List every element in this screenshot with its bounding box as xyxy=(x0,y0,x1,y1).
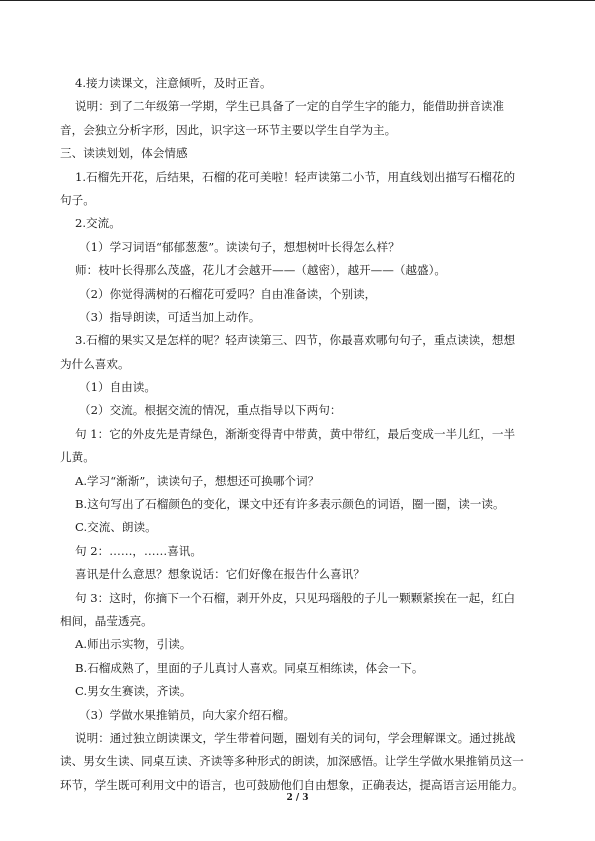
text-line: A.学习“渐渐”，读读句子，想想还可换哪个词？ xyxy=(75,473,320,488)
text-line: 句 1：它的外皮先是青绿色，渐渐变得青中带黄，黄中带红，最后变成一半儿红，一半 xyxy=(75,426,516,441)
text-line: 4.接力读课文，注意倾听，及时正音。 xyxy=(75,76,272,90)
text-line: 儿黄。 xyxy=(60,450,95,465)
text-line: B.这句写出了石榴颜色的变化，课文中还有许多表示颜色的词语，圈一圈，读一读。 xyxy=(75,497,505,512)
text-line: 3.石榴的果实又是怎样的呢？轻声读第三、四节，你最喜欢哪句句子，重点读读，想想 xyxy=(75,333,516,348)
text-line: 为什么喜欢。 xyxy=(60,356,130,371)
text-line: 1.石榴先开花，后结果，石榴的花可美啦！轻声读第二小节，用直线划出描写石榴花的 xyxy=(75,169,516,184)
text-line: 三、读读划划，体会情感 xyxy=(60,146,188,161)
text-line: 句子。 xyxy=(60,192,95,207)
text-line: 说明：到了二年级第一学期，学生已具备了一定的自学生字的能力，能借助拼音读准 xyxy=(75,99,504,114)
text-line: 环节，学生既可利用文中的语言，也可鼓励他们自由想象，正确表达，提高语言运用能力。 xyxy=(60,777,524,792)
text-line: 音，会独立分析字形，因此，识字这一环节主要以学生自学为主。 xyxy=(60,122,397,137)
text-line: （3）指导朗读，可适当加上动作。 xyxy=(79,309,261,324)
text-line: 说明：通过独立朗读课文，学生带着问题，圈划有关的词句，学会理解课文。通过挑战 xyxy=(75,730,516,745)
text-line: （1）自由读。 xyxy=(79,380,156,395)
text-line: （3）学做水果推销员，向大家介绍石榴。 xyxy=(79,707,296,722)
text-line: 读、男女生读、同桌互读、齐读等多种形式的朗读，加深感悟。让学生学做水果推销员这一 xyxy=(60,754,524,769)
text-line: C.男女生赛读，齐读。 xyxy=(75,684,192,699)
text-line: 句 2：……，……喜讯。 xyxy=(75,543,202,558)
text-line: （1）学习词语“郁郁葱葱”。读读句子，想想树叶长得怎么样？ xyxy=(79,239,400,254)
text-line: 喜讯是什么意思？想象说话：它们好像在报告什么喜讯？ xyxy=(75,567,365,582)
text-line: （2）交流。根据交流的情况，重点指导以下两句： xyxy=(79,403,342,418)
header-rule xyxy=(0,0,595,1)
text-line: 2.交流。 xyxy=(75,216,121,231)
text-line: 句 3：这时，你摘下一个石榴，剥开外皮，只见玛瑙般的子儿一颗颗紧挨在一起，红白 xyxy=(75,590,516,605)
text-line: 师：枝叶长得那么茂盛，花儿才会越开——（越密），越开——（越盛）。 xyxy=(75,263,446,278)
document-body xyxy=(60,72,538,797)
text-line: C.交流、朗读。 xyxy=(75,520,157,535)
text-line: 相间，晶莹透亮。 xyxy=(60,613,153,628)
text-line: A.师出示实物，引读。 xyxy=(75,637,192,652)
text-line: B.石榴成熟了，里面的子儿真讨人喜欢。同桌互相练读，体会一下。 xyxy=(75,660,424,675)
text-line: （2）你觉得满树的石榴花可爱吗？自由准备读，个别读， xyxy=(79,286,377,301)
page-number: 2 / 3 xyxy=(286,793,309,803)
